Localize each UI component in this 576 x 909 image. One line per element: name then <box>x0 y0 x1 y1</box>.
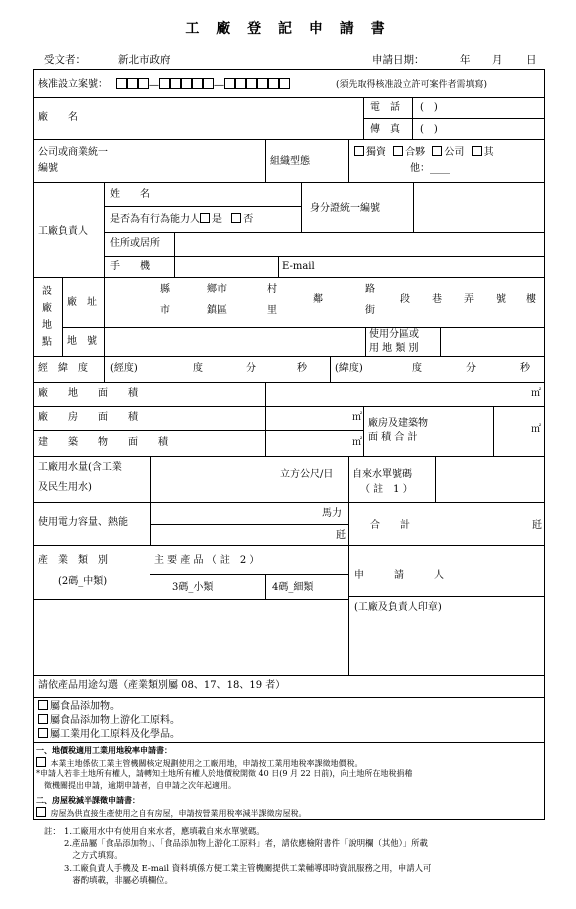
main-product-label: 主 要 產 品 （ 註 2 ） <box>154 555 260 566</box>
house-tax-line-1: 房屋為供直接生產使用之自有房屋，申請按營業用稅率減半課徵房屋稅。 <box>36 807 307 819</box>
latitude-label: (緯度) <box>335 363 363 374</box>
partnership-checkbox[interactable] <box>393 146 403 156</box>
industry-category-sub: (2碼_中類) <box>58 576 108 587</box>
org-type-options[interactable]: 獨資 合夥 公司 其 <box>354 146 494 159</box>
product-use-label: 請依產品用途勾選（產業類別屬 08、17、18、19 者） <box>38 680 286 691</box>
total-area-unit: ㎡ <box>531 424 541 435</box>
addr-neighborhood: 鄰 <box>313 294 323 305</box>
footnote-2: 2.產品屬「食品添加物」、「食品添加物上游化工原料」者，請依應檢附書件「說明欄（其他）」所載 <box>64 838 428 848</box>
water-usage-label-2: 及民生用水) <box>38 482 92 493</box>
latitude-minute: 分 <box>466 363 476 374</box>
land-area-label: 廠 地 面 積 <box>38 388 138 399</box>
phone-area-code[interactable]: ( ) <box>420 102 438 113</box>
form-title: 工 廠 登 記 申 請 書 <box>185 21 391 37</box>
addr-lane: 巷 <box>432 294 442 305</box>
land-tax-title: 一、地價稅適用工業用地稅率申請書： <box>36 745 172 755</box>
footnote-2-cont: 之方式填寫。 <box>64 850 123 860</box>
recipient-value: 新北市政府 <box>118 54 171 66</box>
zoning-label-2: 用 地 類 別 <box>369 343 419 354</box>
construction-area-label: 建 築 物 面 積 <box>38 437 168 448</box>
date-label: 申請日期： <box>372 54 425 66</box>
food-additive-checkbox[interactable] <box>38 700 48 710</box>
fax-area-code[interactable]: ( ) <box>420 124 438 135</box>
recipient-label: 受文者： <box>44 54 86 66</box>
addr-county: 縣 <box>160 284 170 295</box>
power-total-unit: 瓩 <box>532 520 542 531</box>
industry-category-label: 產 業 類 別 <box>38 555 108 566</box>
factory-name-label: 廠 名 <box>38 112 78 123</box>
longitude-degree: 度 <box>193 363 203 374</box>
land-tax-checkbox[interactable] <box>36 757 46 767</box>
land-area-unit: ㎡ <box>531 388 541 399</box>
house-tax-title: 二、房屋稅減半課徵申請書： <box>36 795 140 805</box>
company-checkbox[interactable] <box>432 146 442 156</box>
longitude-minute: 分 <box>246 363 256 374</box>
product-use-option-3[interactable]: 屬工業用化工原料及化學品。 <box>38 728 180 741</box>
house-tax-checkbox[interactable] <box>36 807 46 817</box>
addr-village: 村 <box>267 284 277 295</box>
power-hp-unit: 馬力 <box>322 508 342 519</box>
land-tax-line-2: *申請人若非土地所有權人，請轉知土地所有權人於地價稅開徵 40 日(9 月 22 日前)，向土地所在地稅捐稽 <box>36 769 413 778</box>
footnote-3: 3.工廠負責人手機及 E-mail 資料填係方便工業主管機關提供工業輔導即時資訊服務之用，申請人可 <box>64 863 432 873</box>
water-meter-label: 自來水單號碼 <box>352 469 412 480</box>
fax-label: 傳 真 <box>370 124 400 135</box>
power-kw-unit: 瓩 <box>336 530 346 541</box>
org-type-label: 組織型態 <box>270 156 310 167</box>
product-use-option-2[interactable]: 屬食品添加物上游化工原料。 <box>38 714 180 727</box>
applicant-label: 申 請 人 <box>354 570 444 581</box>
company-id-label: 公司或商業統一 <box>38 147 108 158</box>
land-tax-line-1: 本業主地係依工業主管機關核定規劃使用之工廠用地，申請按工業用地稅率課徵地價稅。 <box>36 757 363 769</box>
phone-label: 電 話 <box>370 102 400 113</box>
sole-checkbox[interactable] <box>354 146 364 156</box>
product-use-option-1[interactable]: 屬食品添加物。 <box>38 700 120 713</box>
coordinates-label: 經 緯 度 <box>38 363 88 374</box>
capacity-yes-checkbox[interactable] <box>200 213 210 223</box>
owner-address-label: 住所或居所 <box>110 238 160 249</box>
addr-section: 段 <box>400 294 410 305</box>
upstream-chemical-checkbox[interactable] <box>38 714 48 724</box>
water-meter-note: （ 註 1 ） <box>360 484 413 495</box>
footnote-3-cont: 審酌填載，非屬必填欄位。 <box>64 875 173 885</box>
date-day: 日 <box>526 54 537 66</box>
owner-label: 工廠負責人 <box>38 226 88 237</box>
addr-road: 路 <box>365 284 375 295</box>
location-vertical-label: 設 廠 地 點 <box>42 286 52 348</box>
power-capacity-label: 使用電力容量、熱能 <box>38 517 128 528</box>
approval-number-label: 核准設立案號： <box>38 79 108 90</box>
land-lot-label: 地 號 <box>67 336 97 347</box>
addr-city: 市 <box>160 305 170 316</box>
addr-street: 街 <box>365 305 375 316</box>
owner-name-label: 姓 名 <box>110 189 150 200</box>
other-checkbox[interactable] <box>472 146 482 156</box>
longitude-second: 秒 <box>297 363 307 374</box>
addr-alley: 弄 <box>464 294 474 305</box>
footnote-1: 1.工廠用水中有使用自來水者，應填載自來水單號碼。 <box>64 826 265 836</box>
building-area-unit: ㎡ <box>352 412 362 423</box>
building-area-label: 廠 房 面 積 <box>38 412 138 423</box>
addr-number: 號 <box>496 294 506 305</box>
longitude-label: (經度) <box>110 363 138 374</box>
approval-number-boxes[interactable]: — — <box>116 78 290 92</box>
footnote-prefix: 註： <box>44 826 61 836</box>
detail-class-label: 4碼_細類 <box>272 582 314 593</box>
factory-address-label: 廠 址 <box>67 297 97 308</box>
addr-township: 鄉市 <box>207 284 227 295</box>
approval-number-note: (須先取得核准設立許可案件者需填寫) <box>336 80 488 90</box>
total-area-label: 廠房及建築物 <box>368 418 428 429</box>
owner-id-label: 身分證統一編號 <box>310 203 380 214</box>
company-id-label-2: 編號 <box>38 163 58 174</box>
small-class-label: 3碼_小類 <box>172 582 214 593</box>
construction-area-unit: ㎡ <box>352 437 362 448</box>
water-usage-unit: 立方公尺/日 <box>280 469 334 480</box>
seal-label: (工廠及負責人印章) <box>354 602 442 613</box>
addr-district: 鎮區 <box>207 305 227 316</box>
water-usage-label: 工廠用水量(含工業 <box>38 462 122 473</box>
land-tax-line-3: 徵機關提出申請，逾期申請者，自申請之次年起適用。 <box>44 781 236 790</box>
total-area-label-2: 面 積 合 計 <box>368 432 418 443</box>
latitude-degree: 度 <box>412 363 422 374</box>
org-type-other[interactable]: 他：____ <box>410 163 450 174</box>
owner-capacity: 是否為有行為能力人 是 否 <box>110 214 254 225</box>
date-month: 月 <box>492 54 503 66</box>
industrial-chemical-checkbox[interactable] <box>38 728 48 738</box>
addr-li: 里 <box>267 305 277 316</box>
zoning-label: 使用分區或 <box>369 329 419 340</box>
owner-mobile-label: 手 機 <box>110 261 150 272</box>
latitude-second: 秒 <box>520 363 530 374</box>
capacity-no-checkbox[interactable] <box>231 213 241 223</box>
addr-floor: 樓 <box>526 294 536 305</box>
power-total-label: 合 計 <box>370 520 410 531</box>
owner-email-label: E-mail <box>282 261 315 272</box>
date-year: 年 <box>460 54 471 66</box>
